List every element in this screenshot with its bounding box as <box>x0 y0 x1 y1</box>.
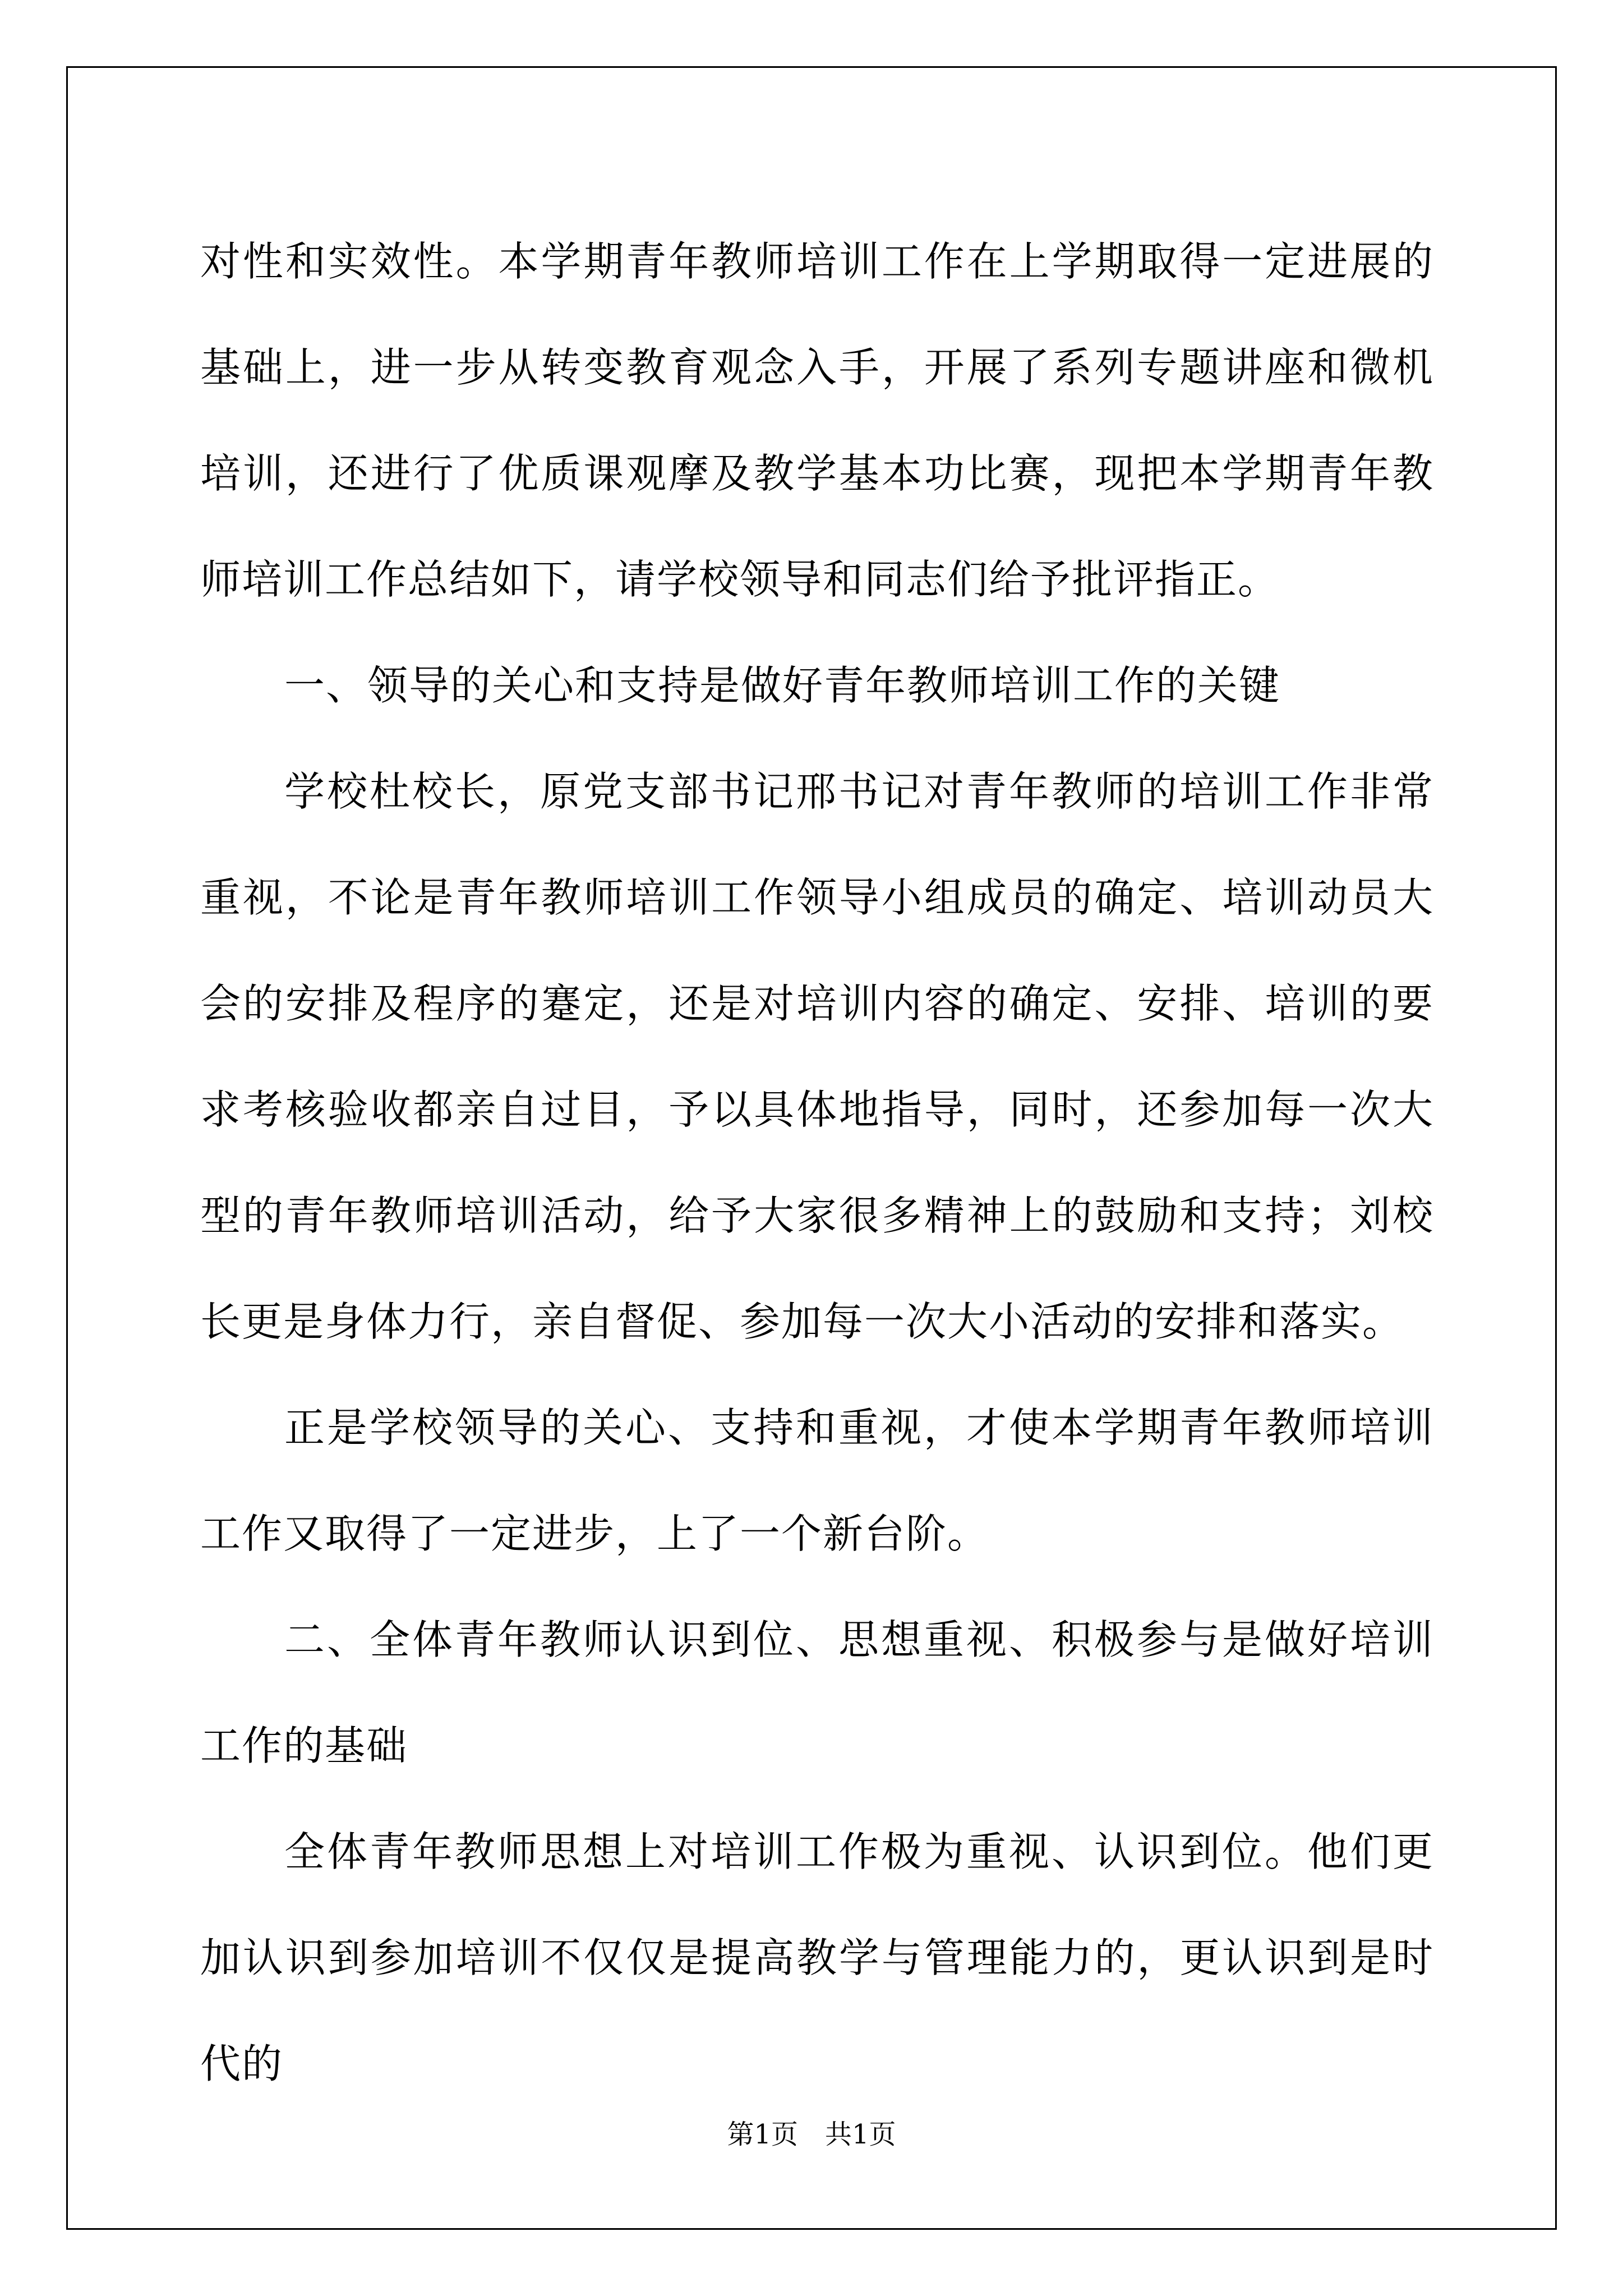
page-footer: 第1页 共1页 <box>727 2119 896 2150</box>
paragraph-progress: 正是学校领导的关心、支持和重视，才使本学期青年教师培训工作又取得了一定进步，上了一个新台阶。 <box>200 1404 1434 1557</box>
paragraph-continuation: 对性和实效性。本学期青年教师培训工作在上学期取得一定进展的基础上，进一步从转变教育观念入手，开展了系列专题讲座和微机培训，还进行了优质课观摩及教学基本功比赛，现把本学期青年教师培训工作总结如下，请学校领导和同志们给予批评指正。 <box>200 238 1434 603</box>
section-heading-1: 一、领导的关心和支持是做好青年教师培训工作的关键 <box>284 662 1281 709</box>
section-heading-2: 二、全体青年教师认识到位、思想重视、积极参与是做好培训工作的基础 <box>200 1616 1434 1769</box>
document-body <box>200 209 1434 2117</box>
paragraph-leadership: 学校杜校长，原党支部书记邢书记对青年教师的培训工作非常重视，不论是青年教师培训工作领导小组成员的确定、培训动员大会的安排及程序的蹇定，还是对培训内容的确定、安排、培训的要求考核验收都亲自过目，予以具体地指导，同时，还参加每一次大型的青年教师培训活动，给予大家很多精神上的鼓励和支持；刘校长更是身体力行，亲自督促、参加每一次大小活动的安排和落实。 <box>200 768 1434 1345</box>
paragraph-teachers: 全体青年教师思想上对培训工作极为重视、认识到位。他们更加认识到参加培训不仅仅是提高教学与管理能力的，更认识到是时代的 <box>200 1828 1434 2087</box>
